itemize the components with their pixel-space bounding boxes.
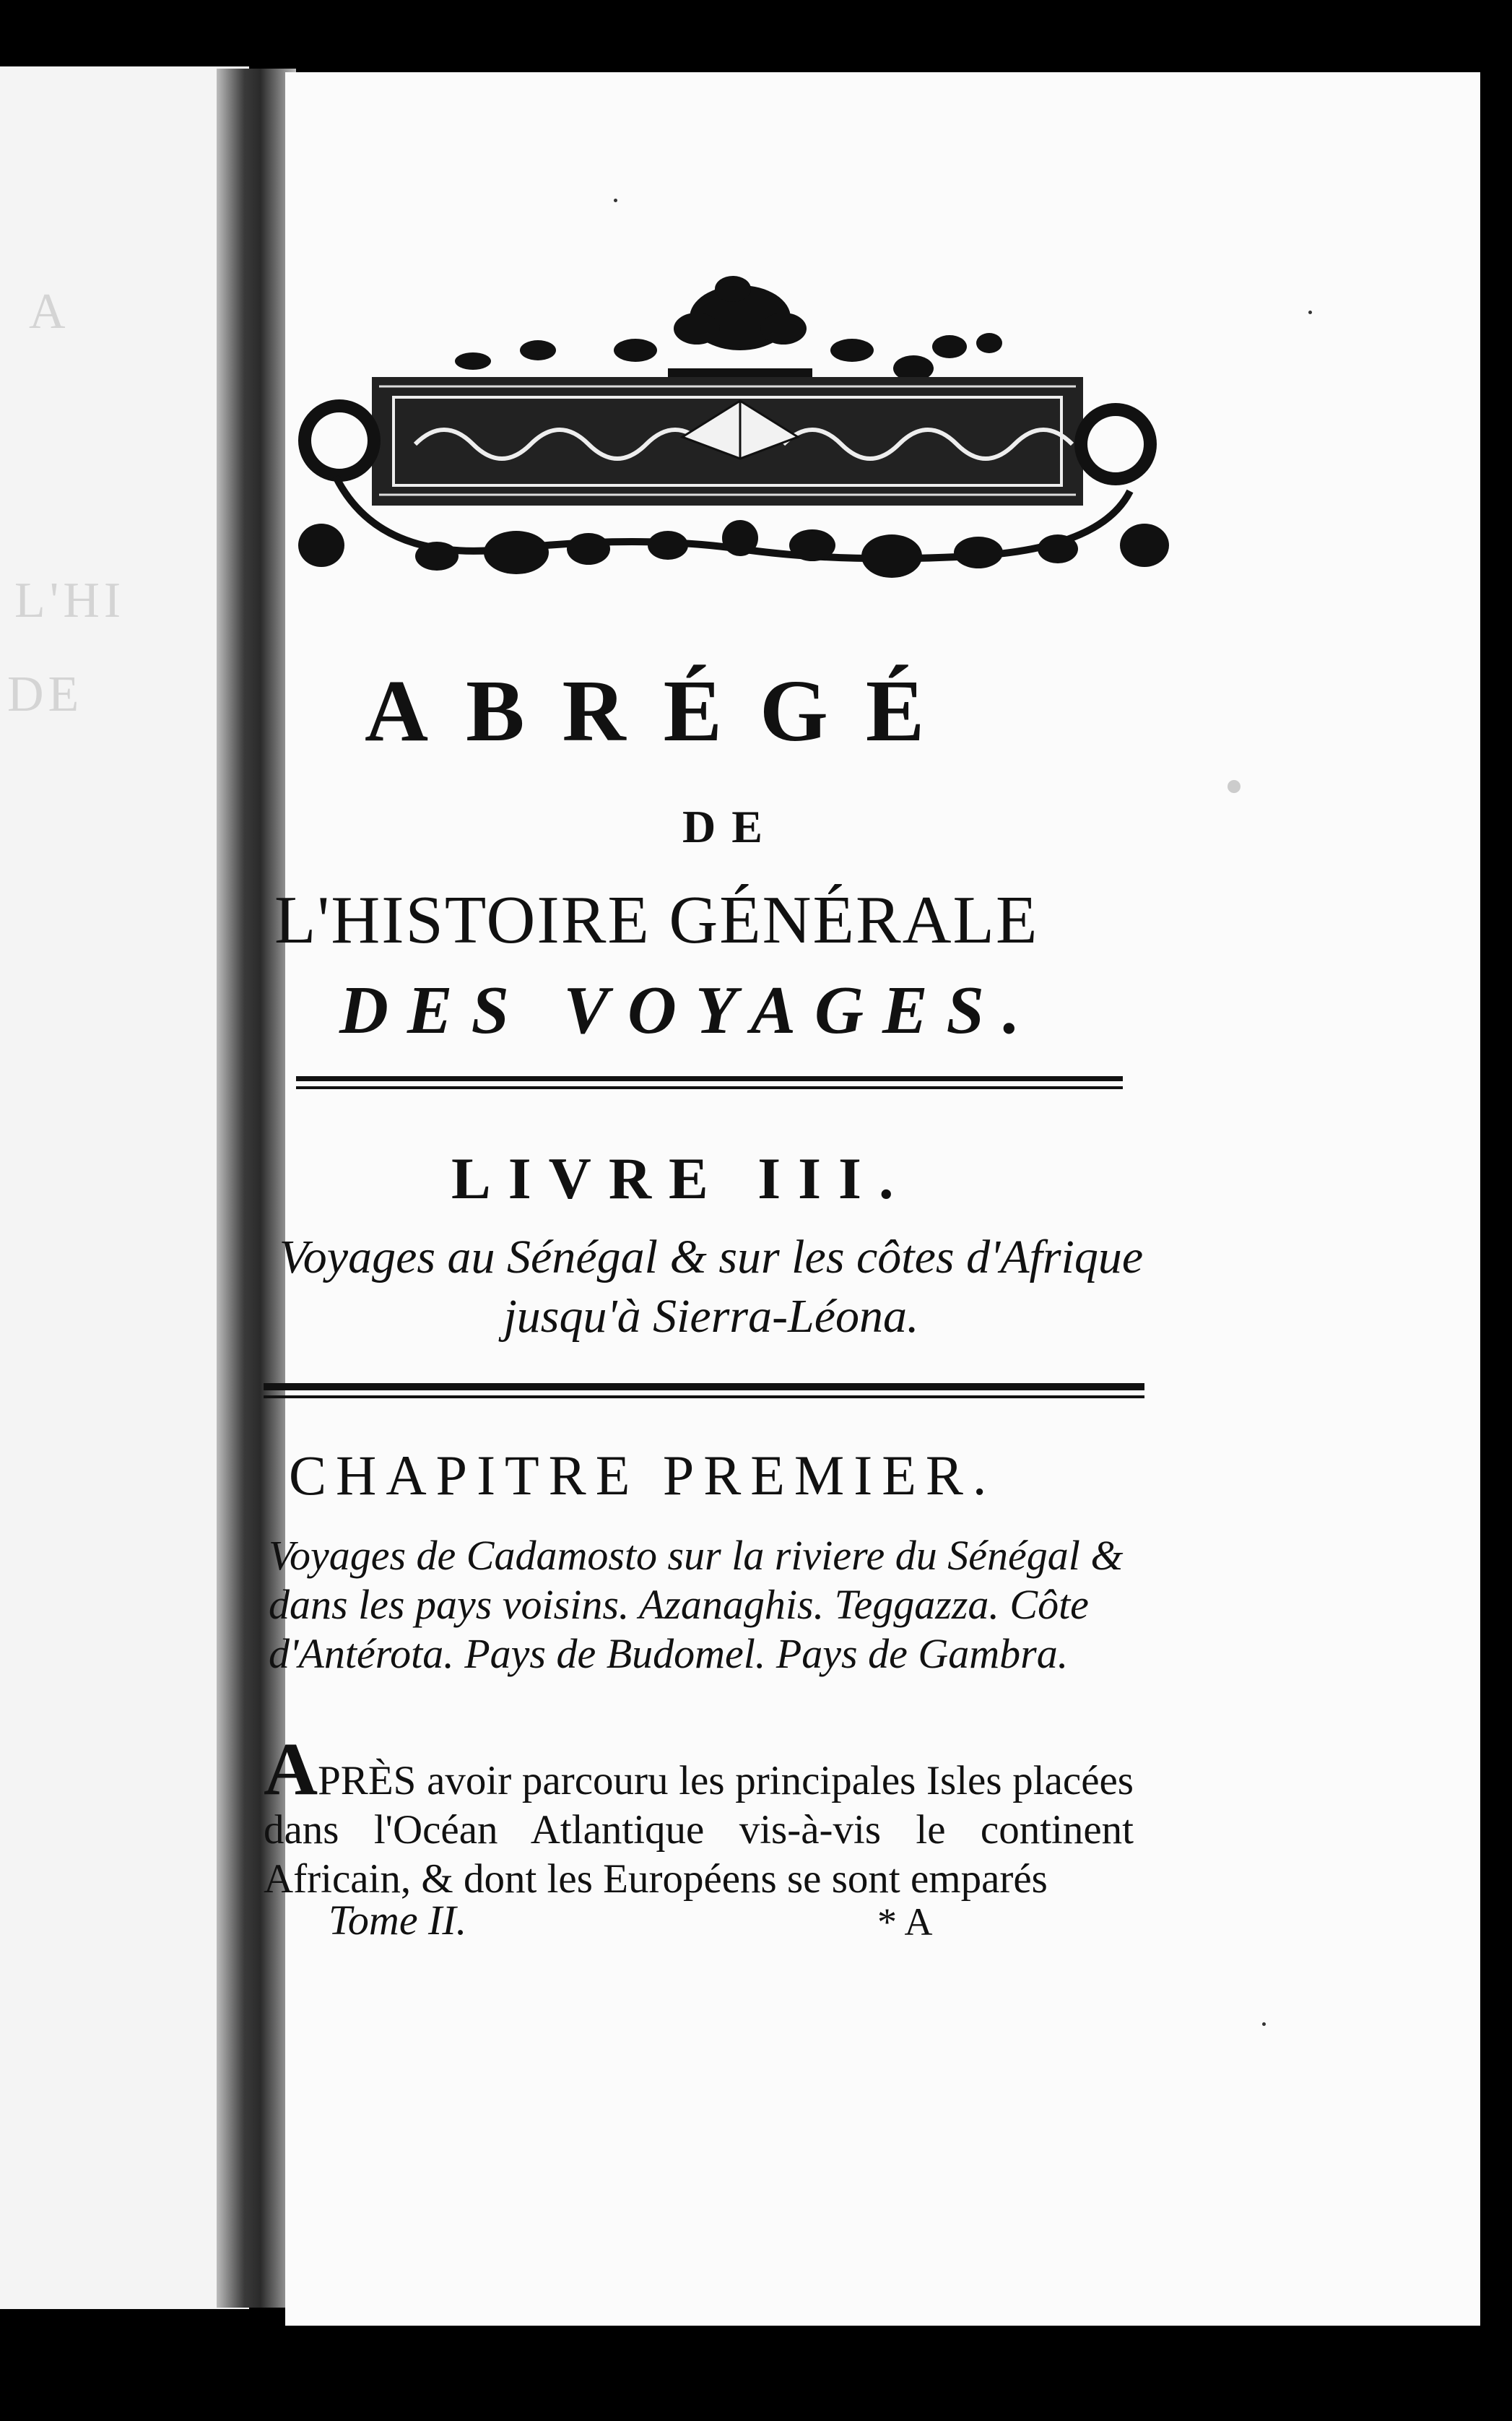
body-paragraph bbox=[264, 1728, 1134, 1904]
ornamental-headpiece bbox=[292, 260, 1173, 636]
bleed-through-text: L'HI bbox=[14, 573, 126, 628]
chapter-heading: CHAPITRE PREMIER. bbox=[289, 1444, 996, 1507]
ink-speck bbox=[1262, 2022, 1266, 2026]
double-rule bbox=[296, 1086, 1123, 1089]
book-title-line-3: DES VOYAGES. bbox=[339, 973, 1039, 1048]
facing-page bbox=[0, 66, 249, 2309]
book-title-line-2: L'HISTOIRE GÉNÉRALE bbox=[274, 883, 1039, 958]
book-gutter bbox=[217, 69, 296, 2308]
body-text: PRÈS avoir parcouru les principales Isles placées dans l'Océan Atlantique vis-à-vis le continent Africain, & dont les Européens se sont emparés bbox=[264, 1758, 1134, 1902]
ink-speck bbox=[614, 199, 617, 202]
summary-line: Voyages de Cadamosto sur la riviere du Sénégal & bbox=[269, 1532, 1124, 1579]
chapter-summary bbox=[269, 1531, 1146, 1679]
double-rule bbox=[264, 1383, 1144, 1390]
double-rule bbox=[264, 1395, 1144, 1398]
ink-speck bbox=[1308, 311, 1312, 314]
summary-line: dans les pays voisins. Azanaghis. Teggazza. Côte bbox=[269, 1581, 1089, 1628]
book-part-subtitle: Voyages au Sénégal & sur les côtes d'Afrique jusqu'à Sierra-Léona. bbox=[279, 1231, 1144, 1343]
title-connector: DE bbox=[682, 801, 778, 852]
book-part-heading: LIVRE III. bbox=[451, 1145, 911, 1211]
drop-cap: A bbox=[264, 1728, 318, 1811]
volume-signature: Tome II. bbox=[329, 1897, 467, 1944]
book-title: ABRÉGÉ bbox=[365, 662, 963, 760]
paper-spot bbox=[1228, 780, 1241, 793]
double-rule bbox=[296, 1076, 1123, 1081]
summary-line: d'Antérota. Pays de Budomel. Pays de Gambra. bbox=[269, 1630, 1069, 1677]
bleed-through-text: A bbox=[29, 284, 70, 339]
gathering-signature: * A bbox=[877, 1900, 933, 1944]
bleed-through-text: DE bbox=[7, 667, 84, 722]
